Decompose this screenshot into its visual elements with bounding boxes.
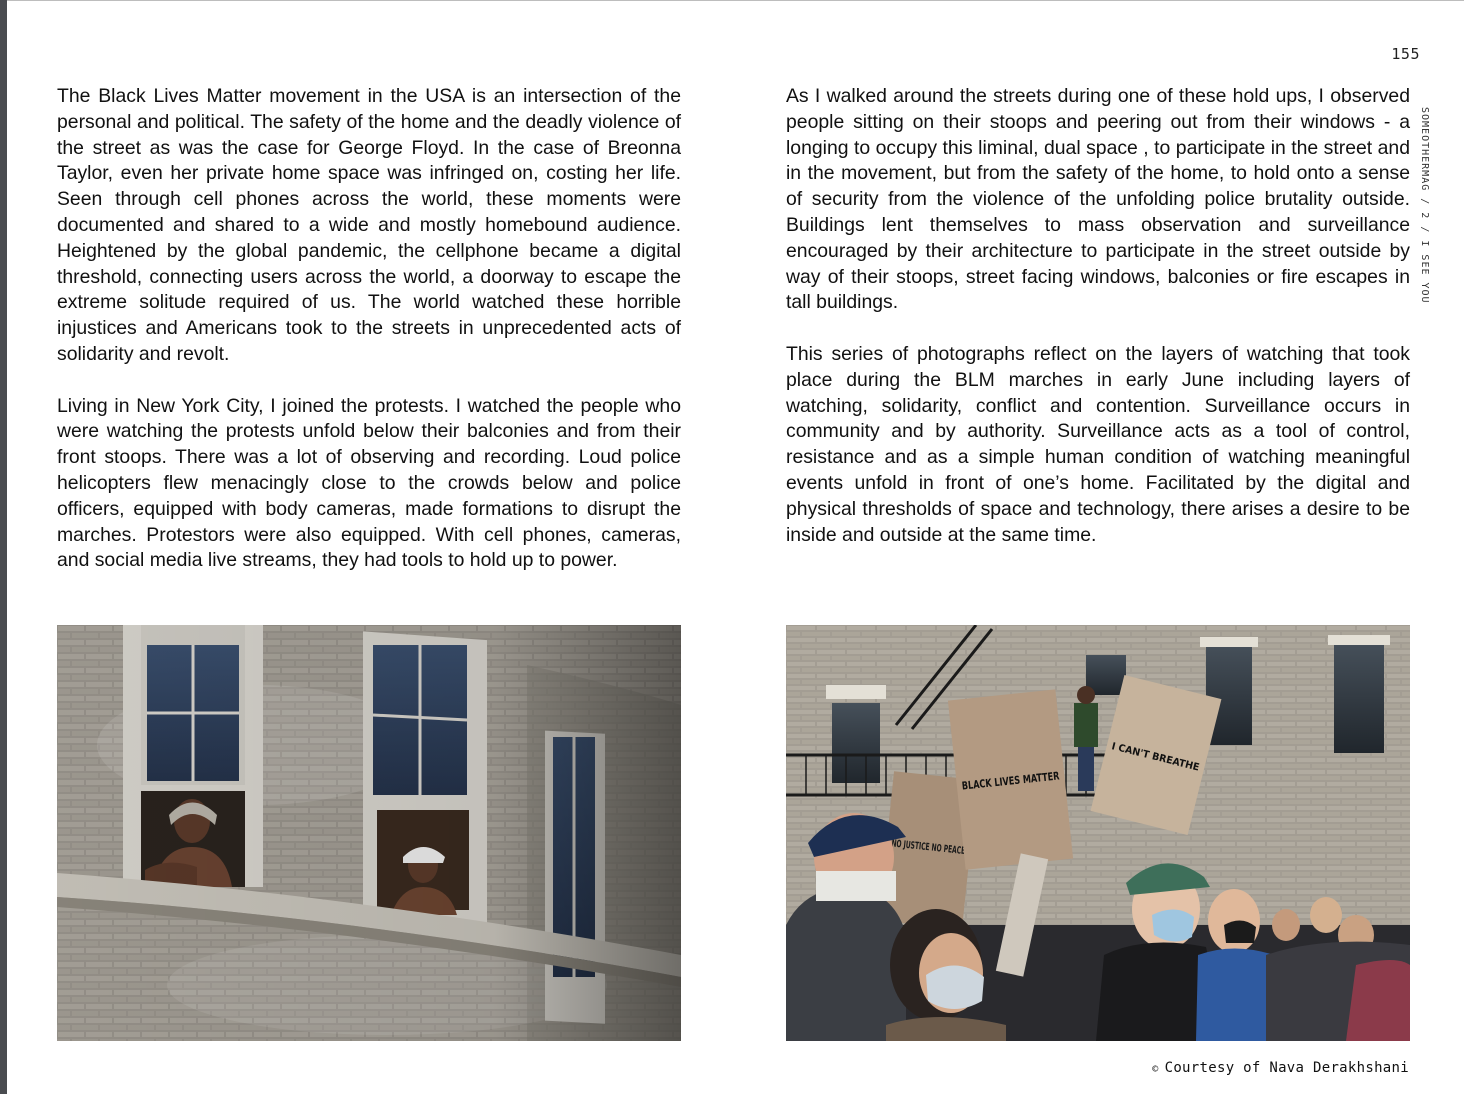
left-text-column [57,84,681,600]
viewer-left-border [0,0,7,1094]
viewer-top-border [0,0,1464,1]
left-paragraph-1: The Black Lives Matter movement in the USA is an intersection of the personal and political. The safety of the home and the deadly violence of the street as was the case for George Floyd. In the case of Breonna Taylor, even her private home space was infringed on, costing her life. Seen through cell phones across the world, these moments were documented and shared to a wide and mostly homebound audience. Heightened by the global pandemic, the cellphone became a digital threshold, connecting users across the world, a doorway to escape the extreme solitude required of us. The world watched these horrible injustices and Americans took to the streets in unprecedented acts of solidarity and revolt. [57,85,681,365]
photo-women-at-windows [57,625,681,1041]
photo-protest-illustration [786,625,1410,1041]
right-paragraph-2: This series of photographs reflect on the layers of watching that took place during the BLM marches in early June including layers of watching, solidarity, conflict and contention. Surveillance occurs in community and by authority. Surveillance acts as a tool of control, resistance and as a simple human condition of watching meaningful events unfold in front of one’s home. Facilitated by the digital and physical thresholds of space and technology, there arises a desire to be inside and outside at the same time. [786,342,1410,546]
right-paragraph-1: As I walked around the streets during one of these hold ups, I observed people sitting on their stoops and peering out from their windows - a longing to occupy this liminal, dual space , to participate in the street and in the movement, but from the safety of the home, to hold onto a sense of security from the violence of the unfolding police brutality outside. Buildings lent themselves to mass observation and surveillance encouraged by their architecture to participate in the street outside by way of their stoops, street facing windows, balconies or fire escapes in tall buildings. [786,85,1410,314]
page-number: 155 [1391,45,1420,63]
sign-no-justice: NO JUSTICE NO PEACE [890,838,1016,863]
sign-black-lives-matter: BLACK LIVES MATTER [961,765,1095,793]
photo-windows-illustration [57,625,681,1041]
right-text-column [786,84,1410,574]
running-head: SOMEOTHERMAG / 2 / I SEE YOU [1419,107,1430,304]
photo-credit [1152,1060,1409,1076]
photo-credit-text: Courtesy of Nava Derakhshani [1164,1060,1409,1076]
copyright-symbol: © [1152,1064,1159,1075]
left-paragraph-2: Living in New York City, I joined the protests. I watched the people who were watching the protests unfold below their balconies and from their front stoops. There was a lot of observing and recording. Loud police helicopters flew menacingly close to the crowds below and police officers, equipped with body cameras, made formations to disrupt the marches. Protestors were also equipped. With cell phones, cameras, and social media live streams, they had tools to hold up to power. [57,394,681,572]
sign-cant-breathe: I CAN'T BREATHE [1110,741,1206,775]
photo-protest-march [786,625,1410,1041]
